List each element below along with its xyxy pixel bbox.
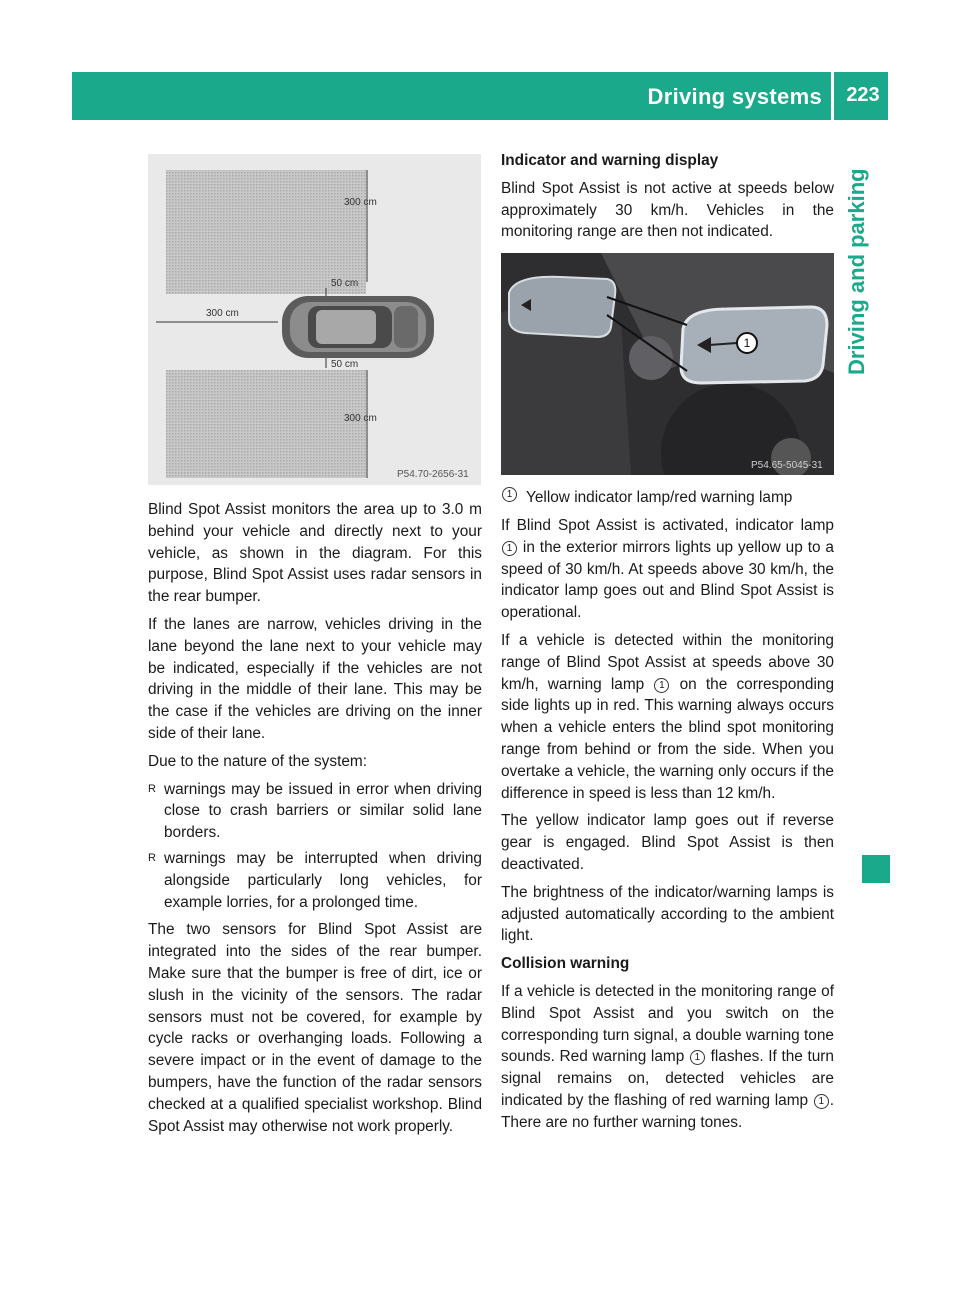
dim-50-top: 50 cm — [331, 278, 359, 289]
callout-number: 1 — [743, 336, 751, 351]
figure-caption — [501, 487, 834, 509]
bullet-list — [148, 779, 482, 914]
subheading: Indicator and warning display — [501, 152, 719, 169]
dim-300-bottom: 300 cm — [344, 413, 377, 424]
subheading: Collision warning — [501, 955, 630, 973]
figure-code: P54.70-2656-31 — [397, 469, 469, 480]
left-column — [148, 150, 482, 1143]
paragraph: Blind Spot Assist is not active at speeds below approximately 30 km/h. Vehicles in the monitoring range are then not indicated. — [501, 179, 834, 241]
bullet-marker: R — [148, 851, 156, 864]
dim-50-bottom: 50 cm — [331, 359, 359, 370]
page-number: 223 — [846, 84, 880, 106]
mirror-photo-illustration — [501, 253, 834, 475]
paragraph: If a vehicle is detected within the monitoring range of Blind Spot Assist at speeds above 30 km/h, warning lamp 1 on the corresponding side lights up in red. This warning always occurs when a vehicle enters the blind spot monitoring range from behind or from the side. When you overtake a vehicle, the warning only occurs if the difference in speed is less than 12 km/h. — [501, 631, 835, 802]
section-title: Driving systems — [647, 84, 822, 109]
callout-marker: 1 — [814, 1094, 829, 1109]
car-top-view — [282, 296, 434, 358]
dim-300-side: 300 cm — [206, 308, 239, 319]
monitor-zone-bottom — [166, 370, 366, 478]
chapter-marker — [862, 855, 890, 883]
mirror-photo — [501, 253, 834, 475]
callout-marker: 1 — [502, 541, 517, 556]
caption-text: Yellow indicator lamp/red warning lamp — [526, 489, 793, 507]
callout-marker: 1 — [502, 487, 517, 502]
monitor-zone-top — [166, 170, 366, 294]
dim-300-top: 300 cm — [344, 197, 377, 208]
paragraph: If a vehicle is detected in the monitoring range of Blind Spot Assist and you switch on the corresponding turn signal, a double warning tone sounds. Red warning lamp 1 flashes. If the turn signal remains on, detected vehicles are indicated by the flashing of red warning lamp 1 . There are no further warning tones. — [501, 982, 834, 1131]
paragraph: Blind Spot Assist monitors the area up to 3.0 m behind your vehicle and directly next to your vehicle, as shown in the diagram. For this purpose, Blind Spot Assist uses radar sensors in the rear bumper. — [148, 501, 482, 606]
bullet-item: R warnings may be interrupted when driving alongside particularly long vehicles, for example lorries, for a prolonged time. — [148, 849, 482, 911]
callout-marker: 1 — [654, 678, 669, 693]
bullet-item: R warnings may be issued in error when driving close to crash barriers or similar solid lane borders. — [148, 780, 482, 842]
chapter-tab: Driving and parking — [844, 168, 869, 375]
header-divider — [831, 72, 834, 120]
paragraph: The yellow indicator lamp goes out if reverse gear is engaged. Blind Spot Assist is then deactivated. — [501, 812, 834, 873]
bullet-marker: R — [148, 782, 156, 795]
figure-code: P54.65-5045-31 — [751, 460, 823, 472]
callout-marker: 1 — [690, 1050, 705, 1065]
right-column — [501, 150, 834, 1140]
paragraph: Due to the nature of the system: — [148, 752, 368, 770]
paragraph: If Blind Spot Assist is activated, indicator lamp 1 in the exterior mirrors lights up yellow up to a speed of 30 km/h. At speeds above 30 km/h, the indicator lamp goes out and Blind Spot Assist is operational. — [501, 516, 834, 622]
paragraph: The two sensors for Blind Spot Assist are integrated into the sides of the rear bumper. Make sure that the bumper is free of dirt, ice or slush in the vicinity of the sensors. The radar sensors must not be covered, for example by cycle racks or overhanging loads. Following a severe impact or in the event of damage to the bumpers, have the function of the radar sensors checked at a qualified specialist workshop. Blind Spot Assist may otherwise not work properly. — [148, 921, 482, 1135]
paragraph: If the lanes are narrow, vehicles driving in the lane beyond the lane next to your vehicle may be indicated, especially if the vehicles are not driving in the middle of their lane. This may be the case if the vehicles are driving on the inner side of their lane. — [148, 615, 482, 742]
blind-spot-diagram-illustration — [148, 154, 481, 485]
paragraph: The brightness of the indicator/warning lamps is adjusted automatically according to the ambient light. — [501, 883, 834, 945]
blind-spot-diagram — [148, 154, 481, 485]
